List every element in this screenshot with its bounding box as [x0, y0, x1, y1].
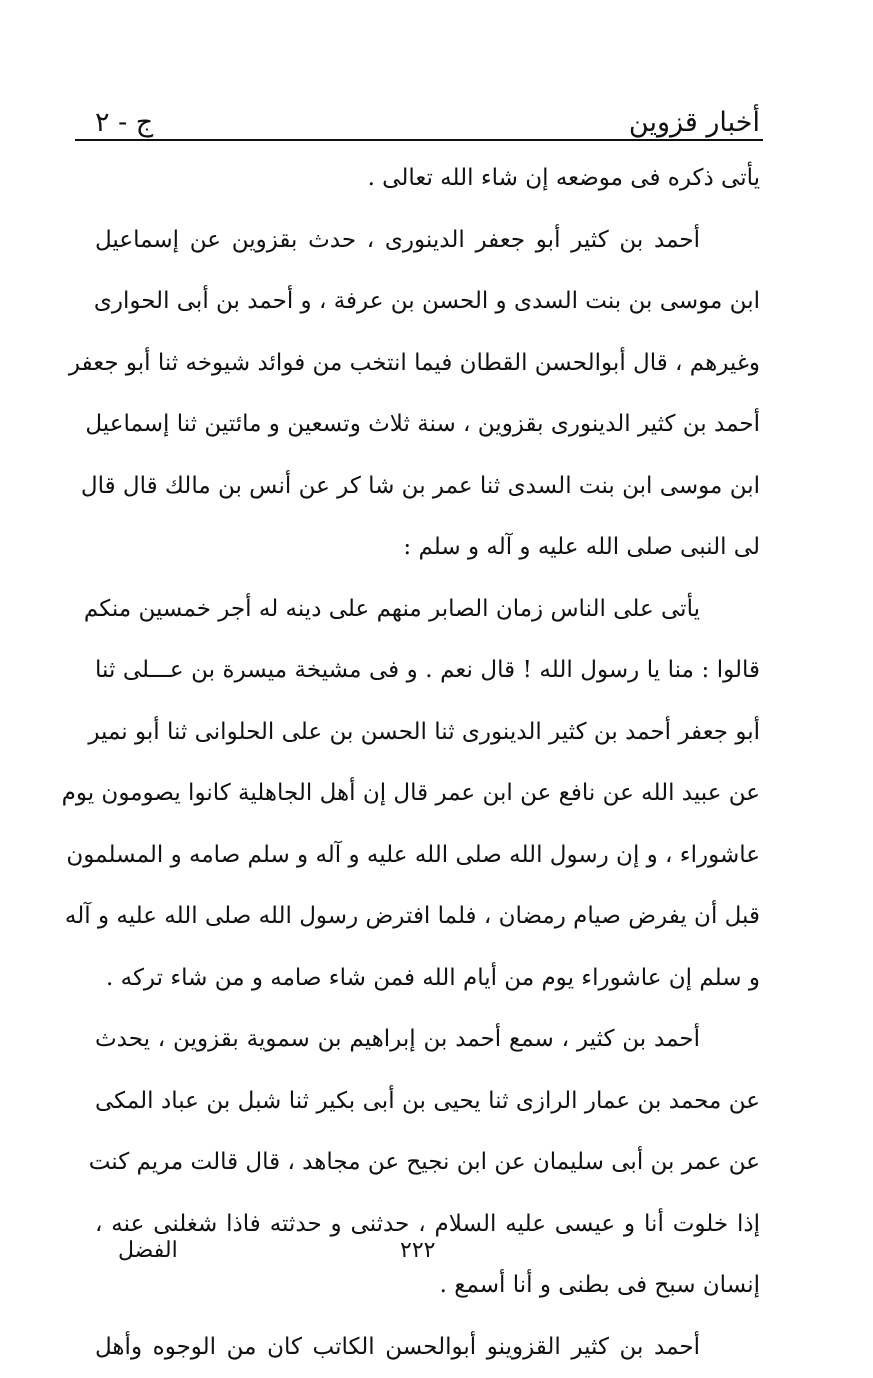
text-line: عاشوراء ، و إن رسول الله صلى الله عليه و آله و سلم صامه و المسلمون — [95, 825, 760, 887]
text-line: عن عمر بن أبى سليمان عن ابن نجيح عن مجاهد ، قال قالت مريم كنت — [95, 1132, 760, 1194]
text-line: يأتى على الناس زمان الصابر منهم على دينه له أجر خمسين منكم — [95, 579, 760, 641]
text-line: و سلم إن عاشوراء يوم من أيام الله فمن شاء صامه و من شاء تركه . — [95, 948, 760, 1010]
body-text — [95, 148, 760, 1378]
text-line: ابن موسى بن بنت السدى و الحسن بن عرفة ، و أحمد بن أبى الحوارى — [95, 271, 760, 333]
volume-number: ج - ٢ — [95, 109, 153, 136]
text-line: أحمد بن كثير القزوينو أبوالحسن الكاتب كان من الوجوه وأهل — [95, 1317, 760, 1378]
text-line: أبو جعفر أحمد بن كثير الدينورى ثنا الحسن بن على الحلوانى ثنا أبو نمير — [95, 702, 760, 764]
text-line: يأتى ذكره فى موضعه إن شاء الله تعالى . — [95, 148, 760, 210]
text-line: ابن موسى ابن بنت السدى ثنا عمر بن شا كر عن أنس بن مالك قال قال — [95, 456, 760, 518]
page-header — [95, 88, 760, 136]
text-line: قبل أن يفرض صيام رمضان ، فلما افترض رسول الله صلى الله عليه و آله — [95, 886, 760, 948]
page-number: ٢٢٢ — [400, 1238, 435, 1263]
text-line: أحمد بن كثير ، سمع أحمد بن إبراهيم بن سمویة بقزوين ، يحدث — [95, 1009, 760, 1071]
text-line: أحمد بن كثير أبو جعفر الدينورى ، حدث بقزوين عن إسماعيل — [95, 210, 760, 272]
text-line: عن عبيد الله عن نافع عن ابن عمر قال إن أهل الجاهلية كانوا يصومون يوم — [95, 763, 760, 825]
header-rule — [75, 139, 763, 141]
text-line: أحمد بن كثير الدينورى بقزوين ، سنة ثلاث وتسعين و مائتين ثنا إسماعيل — [95, 394, 760, 456]
catchword: الفضل — [118, 1238, 178, 1263]
text-line: قالوا : منا يا رسول الله ! قال نعم . و فى مشيخة ميسرة بن عـــلى ثنا — [95, 640, 760, 702]
text-line: وغيرهم ، قال أبوالحسن القطان فيما انتخب من فوائد شيوخه ثنا أبو جعفر — [95, 333, 760, 395]
text-line: عن محمد بن عمار الرازى ثنا يحيى بن أبى بكير ثنا شبل بن عباد المكى — [95, 1071, 760, 1133]
text-line: إنسان سبح فى بطنى و أنا أسمع . — [95, 1255, 760, 1317]
text-line: لى النبى صلى الله عليه و آله و سلم : — [95, 517, 760, 579]
running-title: أخبار قزوين — [629, 109, 760, 136]
page-footer — [110, 1238, 760, 1278]
text-line: إذا خلوت أنا و عيسى عليه السلام ، حدثنى و حدثته فاذا شغلنى عنه ، — [95, 1194, 760, 1256]
